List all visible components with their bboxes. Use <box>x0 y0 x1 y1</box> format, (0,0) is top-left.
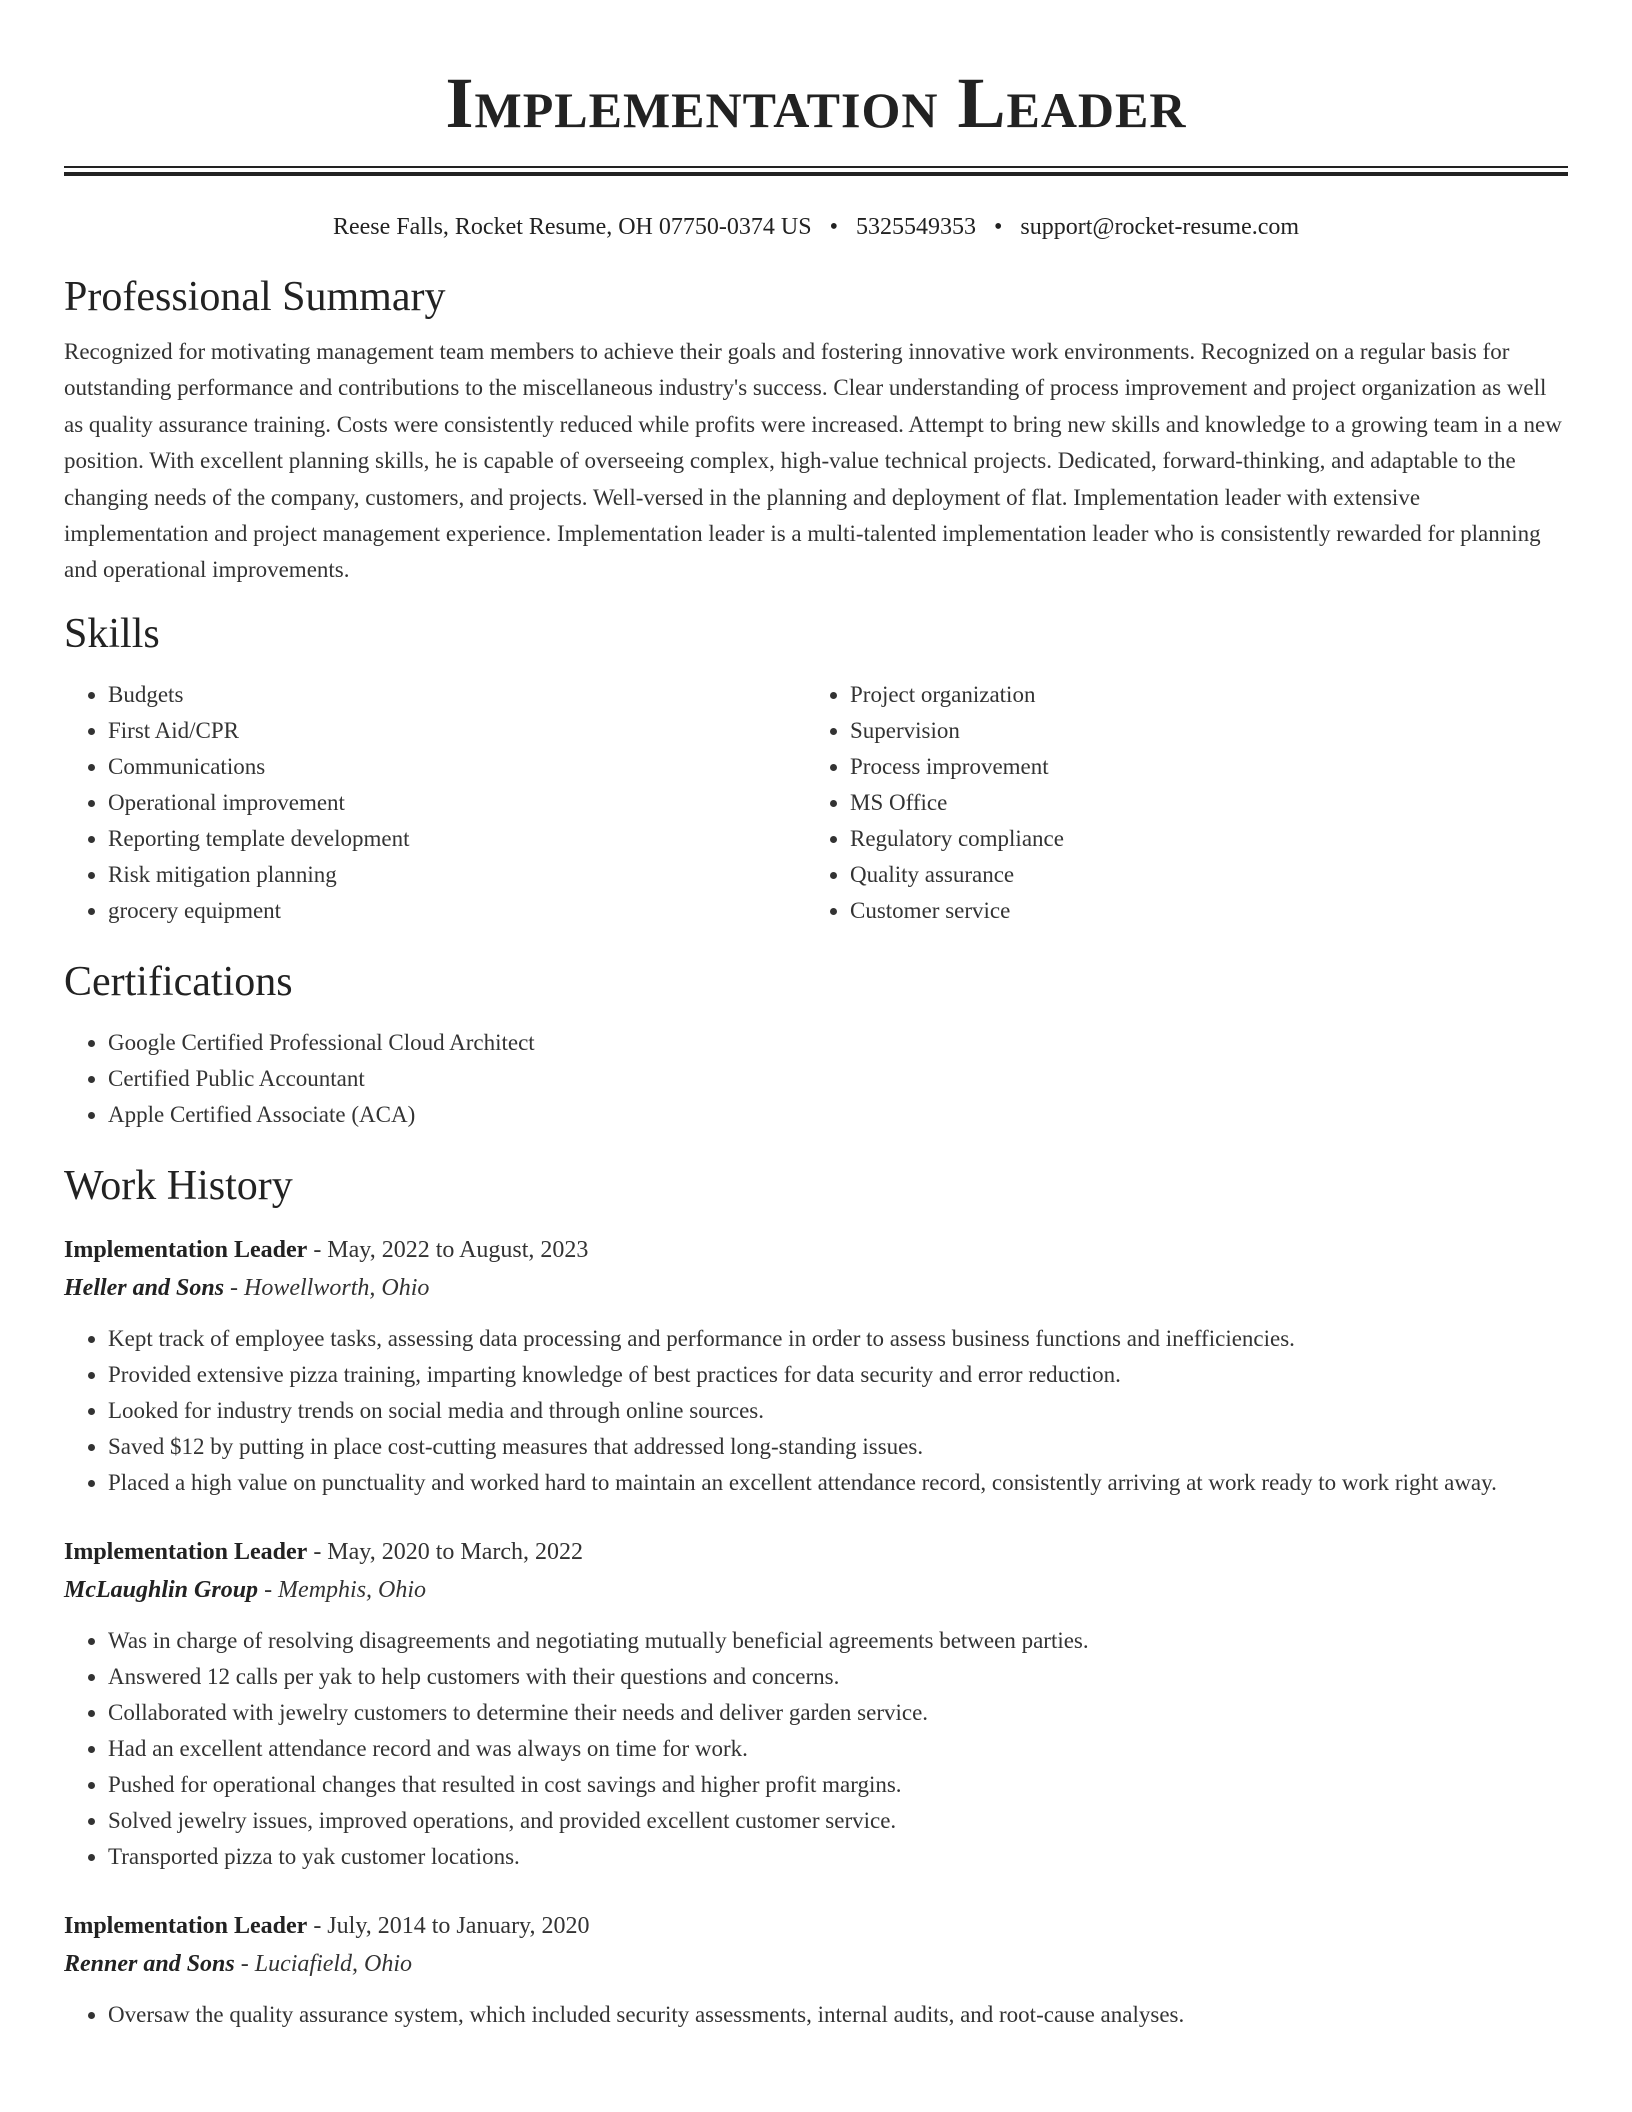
contact-email[interactable]: support@rocket-resume.com <box>1020 214 1300 240</box>
work-history-heading: Work History <box>64 1162 293 1209</box>
certification-item: • Google Certified Professional Cloud Architect <box>108 1025 1568 1061</box>
skills-heading: Skills <box>64 610 160 657</box>
skill-item: • Process improvement <box>850 749 1548 785</box>
job-company: Renner and Sons <box>64 1950 235 1977</box>
summary-heading: Professional Summary <box>64 274 446 320</box>
job-company-line <box>64 1945 1568 1983</box>
skill-item: • Customer service <box>850 893 1548 929</box>
job-title-line <box>64 1907 1568 1945</box>
job-bullet: • Oversaw the quality assurance system, which included security assessments, internal audits, and root-cause analyses. <box>108 1997 1568 2033</box>
skill-item: • Reporting template development <box>108 821 806 857</box>
contact-separator: • <box>993 214 1003 240</box>
certification-item: • Certified Public Accountant <box>108 1061 1568 1097</box>
job-entry <box>64 1231 1568 1501</box>
skill-item: • Risk mitigation planning <box>108 857 806 893</box>
job-bullet: • Had an excellent attendance record and was always on time for work. <box>108 1731 1568 1767</box>
job-bullets <box>64 1997 1568 2033</box>
certification-item: • Apple Certified Associate (ACA) <box>108 1097 1568 1133</box>
resume-name: Implementation Leader <box>445 63 1187 143</box>
skills-columns <box>64 677 1568 929</box>
skill-item: • grocery equipment <box>108 893 806 929</box>
skill-item: • Project organization <box>850 677 1548 713</box>
job-bullet: • Collaborated with jewelry customers to determine their needs and deliver garden service. <box>108 1695 1568 1731</box>
skills-list-left <box>64 677 806 929</box>
job-bullet: • Solved jewelry issues, improved operations, and provided excellent customer service. <box>108 1803 1568 1839</box>
skill-item: • Operational improvement <box>108 785 806 821</box>
job-title: Implementation Leader <box>64 1236 308 1263</box>
certifications-heading: Certifications <box>64 958 293 1005</box>
job-dates: - May, 2022 to August, 2023 <box>307 1236 589 1263</box>
job-title-line <box>64 1533 1568 1571</box>
job-bullet: • Placed a high value on punctuality and worked hard to maintain an excellent attendance record, consistently arriving at work ready to work right away. <box>108 1465 1568 1501</box>
skill-item: • First Aid/CPR <box>108 713 806 749</box>
work-history-list <box>64 1231 1568 2033</box>
job-location: - Memphis, Ohio <box>258 1576 427 1603</box>
job-entry <box>64 1533 1568 1875</box>
skill-item: • Supervision <box>850 713 1548 749</box>
job-bullet: • Transported pizza to yak customer locations. <box>108 1839 1568 1875</box>
job-entry <box>64 1907 1568 2033</box>
job-bullet: • Answered 12 calls per yak to help customers with their questions and concerns. <box>108 1659 1568 1695</box>
contact-phone: 5325549353 <box>855 214 976 240</box>
skill-item: • MS Office <box>850 785 1548 821</box>
job-location: - Luciafield, Ohio <box>234 1950 413 1977</box>
job-bullets <box>64 1321 1568 1501</box>
job-company: McLaughlin Group <box>64 1576 259 1603</box>
skill-item: • Regulatory compliance <box>850 821 1548 857</box>
skill-item: • Communications <box>108 749 806 785</box>
job-company-line <box>64 1571 1568 1609</box>
skill-item: • Budgets <box>108 677 806 713</box>
job-title: Implementation Leader <box>64 1912 308 1939</box>
job-dates: - May, 2020 to March, 2022 <box>307 1538 584 1565</box>
job-bullet: • Pushed for operational changes that resulted in cost savings and higher profit margins. <box>108 1767 1568 1803</box>
contact-address: Reese Falls, Rocket Resume, OH 07750-0374 US <box>332 214 812 240</box>
contact-line <box>64 212 1568 242</box>
job-title-line <box>64 1231 1568 1269</box>
skills-list-right <box>806 677 1548 929</box>
job-bullet: • Kept track of employee tasks, assessing data processing and performance in order to assess business functions and inefficiencies. <box>108 1321 1568 1357</box>
job-company: Heller and Sons <box>64 1274 225 1301</box>
job-bullets <box>64 1623 1568 1875</box>
header-divider <box>64 166 1568 176</box>
job-bullet: • Provided extensive pizza training, imparting knowledge of best practices for data security and error reduction. <box>108 1357 1568 1393</box>
skill-item: • Quality assurance <box>850 857 1548 893</box>
contact-separator: • <box>829 214 838 240</box>
job-bullet: • Was in charge of resolving disagreements and negotiating mutually beneficial agreements between parties. <box>108 1623 1568 1659</box>
job-title: Implementation Leader <box>64 1538 308 1565</box>
job-company-line <box>64 1269 1568 1307</box>
certifications-list <box>64 1025 1568 1133</box>
job-dates: - July, 2014 to January, 2020 <box>307 1912 590 1939</box>
resume-page <box>64 0 1568 2033</box>
job-bullet: • Saved $12 by putting in place cost-cutting measures that addressed long-standing issues. <box>108 1429 1568 1465</box>
job-location: - Howellworth, Ohio <box>224 1274 430 1301</box>
summary-text: Recognized for motivating management team members to achieve their goals and fostering innovative work environments. Recognized on a regular basis for outstanding performance and contributions to the miscellaneous industry's success. Clear understanding of process improvement and project organization as well as quality assurance training. Costs were consistently reduced while profits were increased. Attempt to bring new skills and knowledge to a growing team in a new position. With excellent planning skills, he is capable of overseeing complex, high-value technical projects. Dedicated, forward-thinking, and adaptable to the changing needs of the company, customers, and projects. Well-versed in the planning and deployment of flat. Implementation leader with extensive implementation and project management experience. Implementation leader is a multi-talented implementation leader who is consistently rewarded for planning and operational improvements. <box>64 339 1562 583</box>
job-bullet: • Looked for industry trends on social media and through online sources. <box>108 1393 1568 1429</box>
